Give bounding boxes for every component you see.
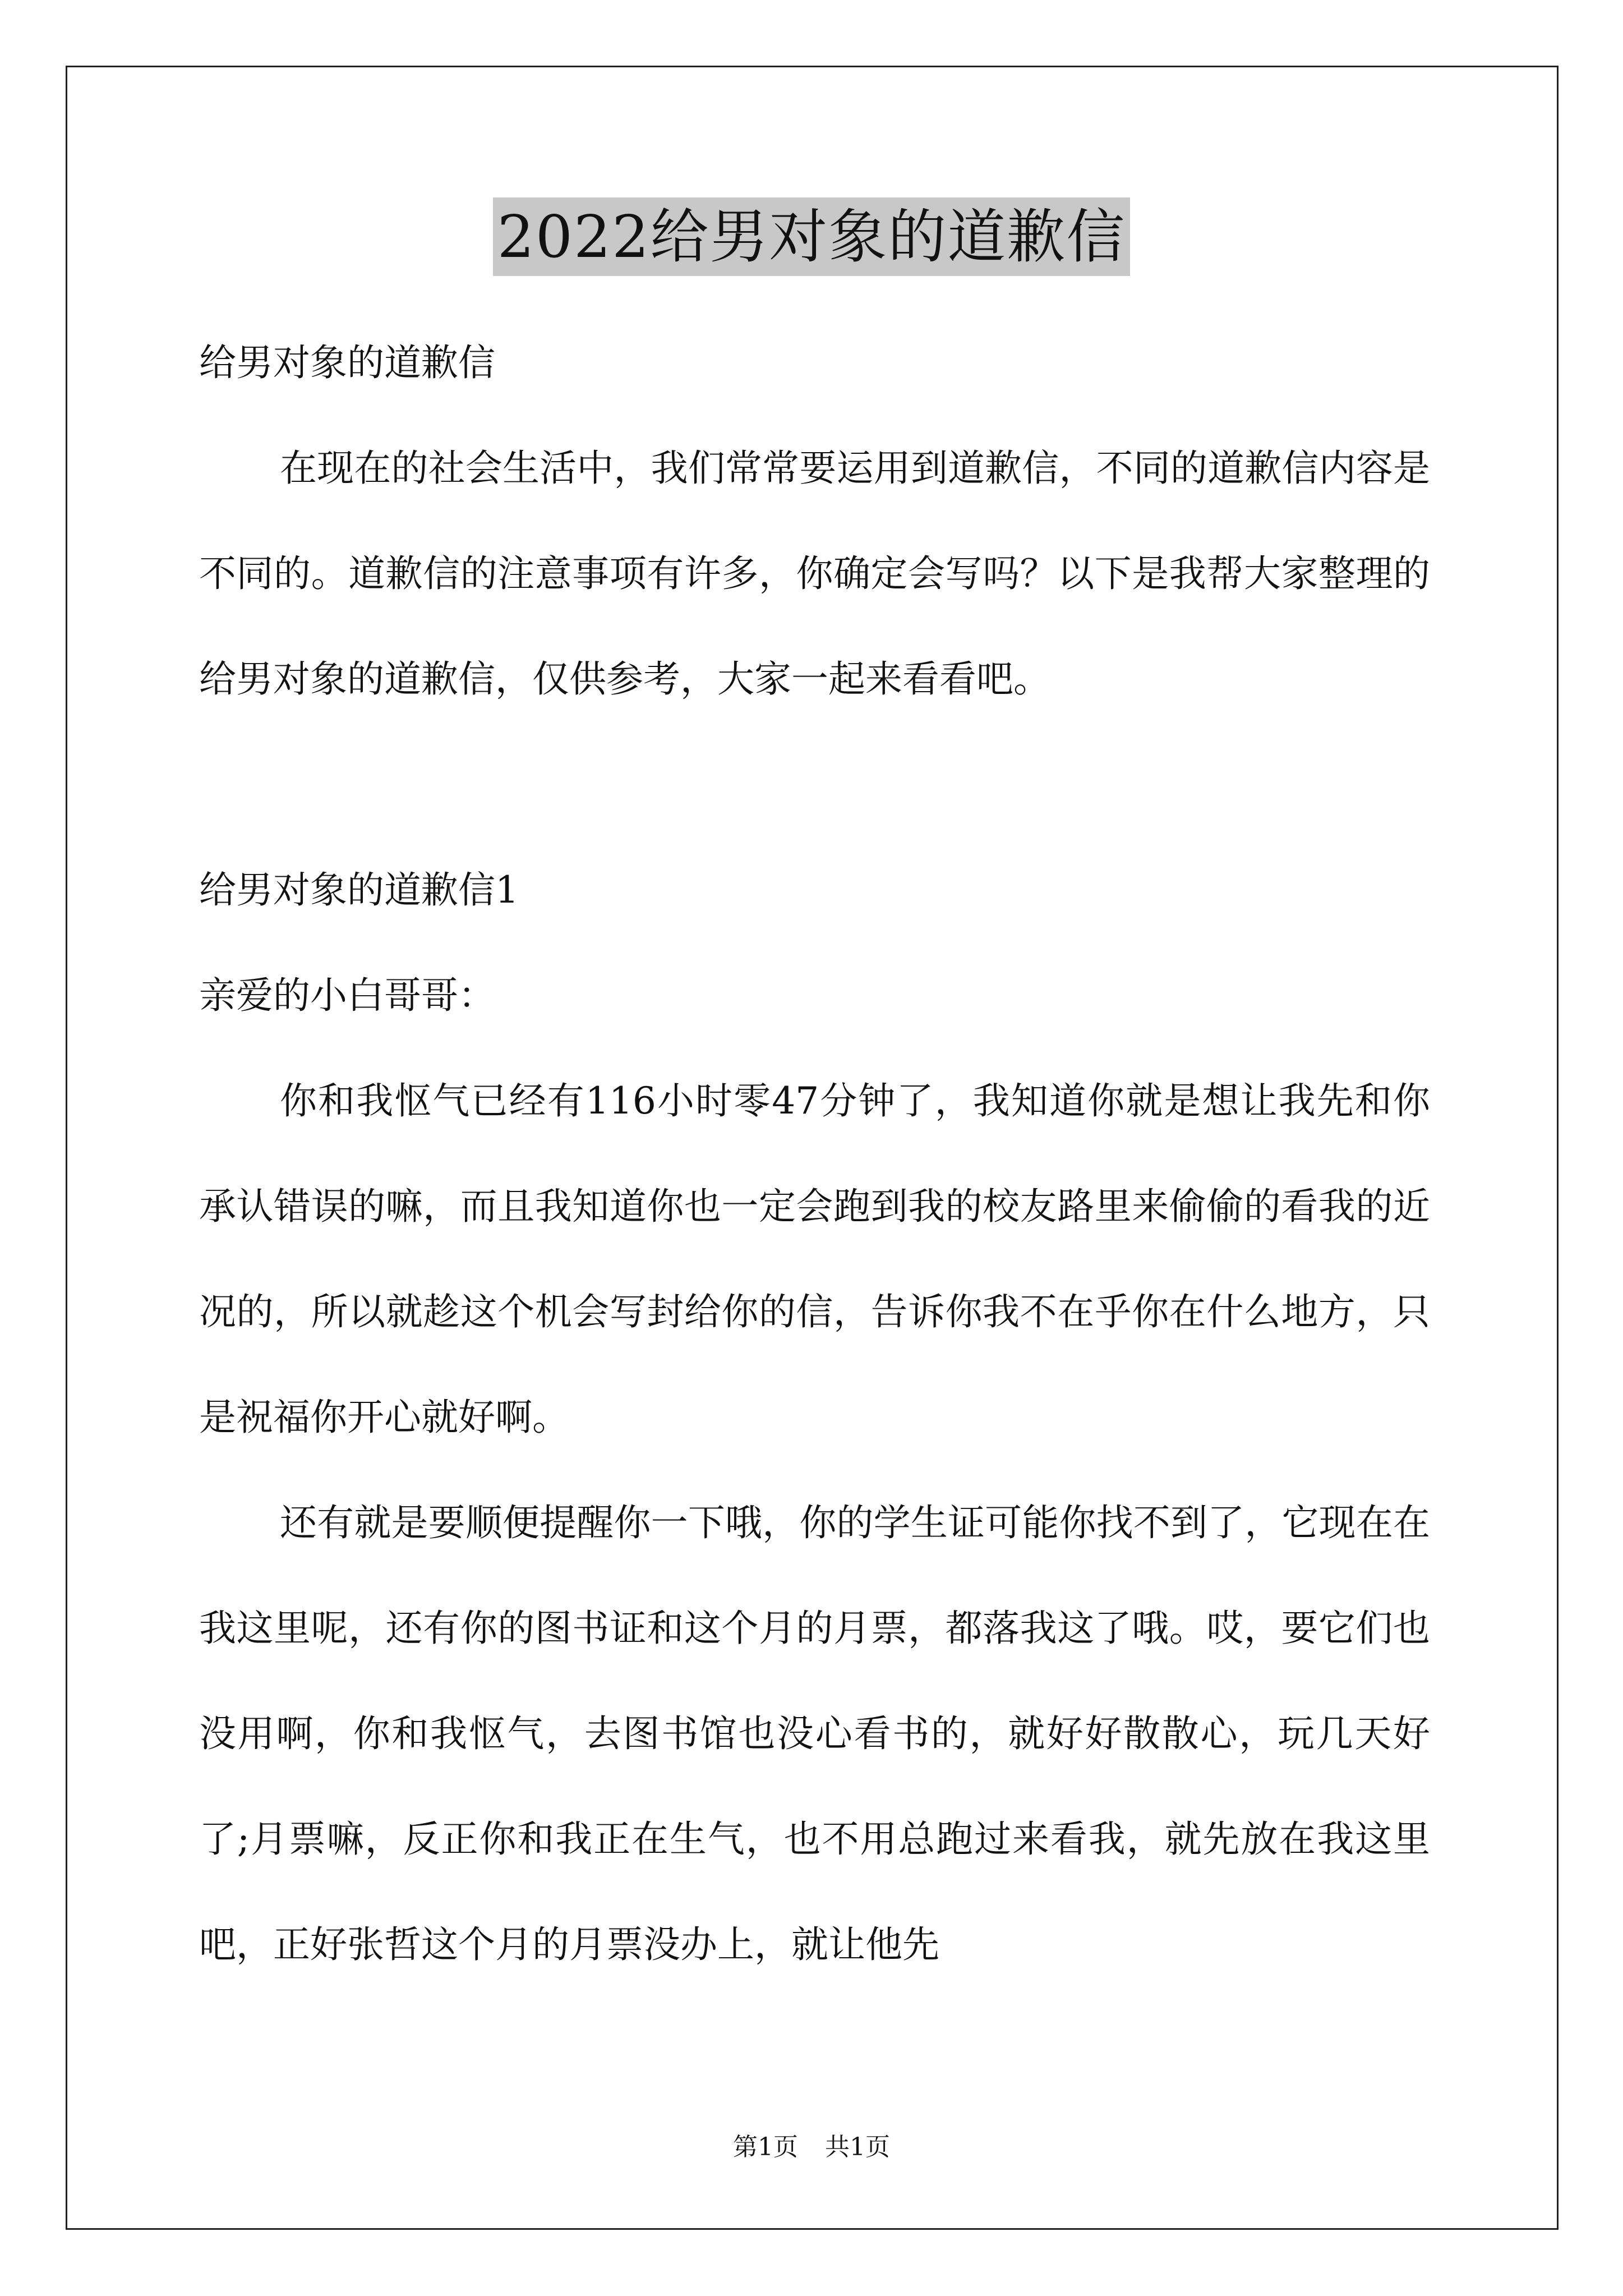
title-area [0, 197, 1623, 276]
page-number: 第1页 [733, 2133, 798, 2161]
document-title: 2022给男对象的道歉信 [493, 197, 1131, 276]
page-footer [0, 2131, 1623, 2164]
document-subtitle: 给男对象的道歉信 [199, 341, 495, 384]
blank-line [199, 732, 1430, 838]
body-paragraph: 还有就是要顺便提醒你一下哦，你的学生证可能你找不到了，它现在在我这里呢，还有你的图书证和这个月的月票，都落我这了哦。哎，要它们也没用啊，你和我怄气，去图书馆也没心看书的，就好好散散心，玩几天好了;月票嘛，反正你和我正在生气，也不用总跑过来看我，就先放在我这里吧，正好张哲这个月的月票没办上，就让他先 [199, 1501, 1430, 1966]
page-total: 共1页 [825, 2133, 890, 2161]
body-paragraph: 你和我怄气已经有116小时零47分钟了，我知道你就是想让我先和你承认错误的嘛，而且我知道你也一定会跑到我的校友路里来偷偷的看我的近况的，所以就趁这个机会写封给你的信，告诉你我不在乎你在什么地方，只是祝福你开心就好啊。 [199, 1079, 1430, 1439]
salutation: 亲爱的小白哥哥： [199, 974, 495, 1017]
section-heading: 给男对象的道歉信1 [199, 868, 519, 912]
document-body [199, 310, 1430, 1998]
intro-paragraph: 在现在的社会生活中，我们常常要运用到道歉信，不同的道歉信内容是不同的。道歉信的注意事项有许多，你确定会写吗？以下是我帮大家整理的给男对象的道歉信，仅供参考，大家一起来看看吧。 [199, 447, 1430, 701]
